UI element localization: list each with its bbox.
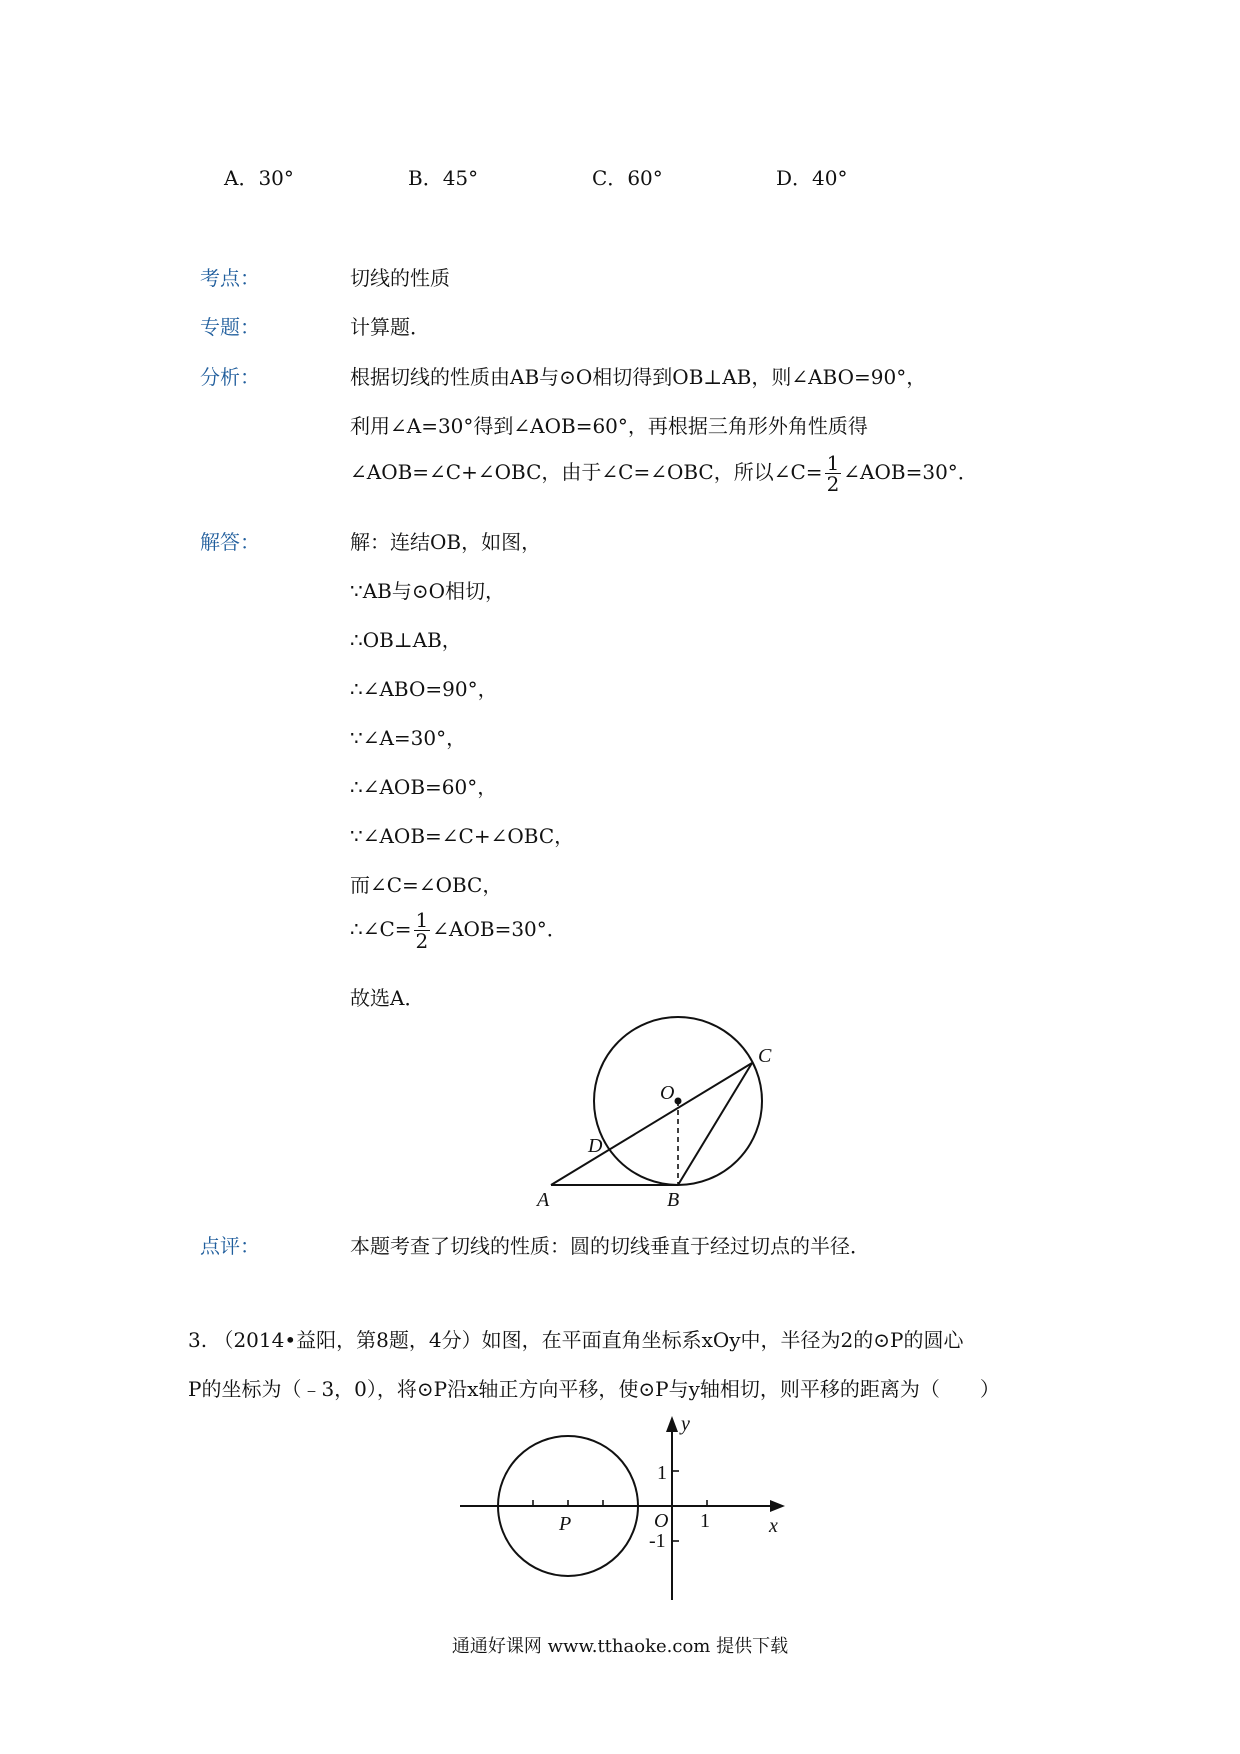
label-c: C [758,1045,772,1067]
label-d: D [588,1135,603,1157]
jieda-line-10: 故选A． [350,986,425,1010]
question-3-line-2: P的坐标为（﹣3，0），将⊙P沿x轴正方向平移，使⊙P与y轴相切，则平移的距离为（ ） [188,1377,1000,1401]
center-point-o [675,1098,682,1105]
jieda-label: 解答： [200,530,260,554]
option-a: A．30° [224,166,294,190]
option-c: C．60° [592,166,663,190]
fraction-half: $\frac{1}{2}$ [415,908,429,953]
zhuanti-label: 专题： [200,315,260,339]
fenxi-line-3: ∠AOB=∠C+∠OBC，由于∠C=∠OBC，所以∠C= $\frac{1}{2}$ ∠AOB=30°． [350,451,978,496]
page-footer: 通通好课网 www.tthaoke.com 提供下载 [451,1636,789,1657]
dianping-text: 本题考查了切线的性质：圆的切线垂直于经过切点的半径． [350,1234,870,1258]
y-axis-arrow-icon [666,1416,678,1432]
jieda-line-7: ∵∠AOB=∠C+∠OBC， [350,824,575,848]
kaodian-text: 切线的性质 [350,266,450,290]
label-o: O [660,1082,675,1104]
segment-ac [551,1063,752,1185]
jieda-line-8: 而∠C=∠OBC， [350,873,503,897]
label-b: B [667,1189,680,1211]
label-origin: O [654,1510,669,1532]
label-x: x [769,1515,778,1537]
label-y: y [681,1413,690,1435]
jieda-line-1: 解：连结OB，如图， [350,530,542,554]
fraction-half: $\frac{1}{2}$ [826,451,840,496]
jieda-line-3: ∴OB⊥AB， [350,628,462,652]
option-b: B．45° [408,166,479,190]
fenxi-line-2: 利用∠A=30°得到∠AOB=60°，再根据三角形外角性质得 [350,414,868,438]
x-axis-arrow-icon [770,1500,785,1512]
label-p: P [559,1513,572,1535]
fenxi-line-1: 根据切线的性质由AB与⊙O相切得到OB⊥AB，则∠ABO=90°， [350,365,927,389]
question-3-line-1: 3. （2014•益阳，第8题，4分）如图，在平面直角坐标系xOy中，半径为2的⊙P的圆心 [188,1328,964,1352]
label-a: A [537,1189,550,1211]
label-y-one: 1 [657,1462,667,1484]
fenxi-label: 分析： [200,365,260,389]
dianping-label: 点评： [200,1234,260,1258]
jieda-line-9: ∴∠C= $\frac{1}{2}$ ∠AOB=30°． [350,908,567,953]
jieda-line-5: ∵∠A=30°， [350,726,467,750]
jieda-line-4: ∴∠ABO=90°， [350,677,498,701]
label-y-neg-one: -1 [649,1530,666,1552]
jieda-line-2: ∵AB与⊙O相切， [350,579,506,603]
segment-bc [678,1063,752,1185]
kaodian-label: 考点： [200,266,260,290]
zhuanti-text: 计算题． [350,315,430,339]
label-x-one: 1 [700,1510,710,1532]
coordinate-figure [455,1408,795,1608]
tangent-circle-figure [520,1010,790,1215]
option-d: D．40° [776,166,848,190]
jieda-line-6: ∴∠AOB=60°， [350,775,498,799]
